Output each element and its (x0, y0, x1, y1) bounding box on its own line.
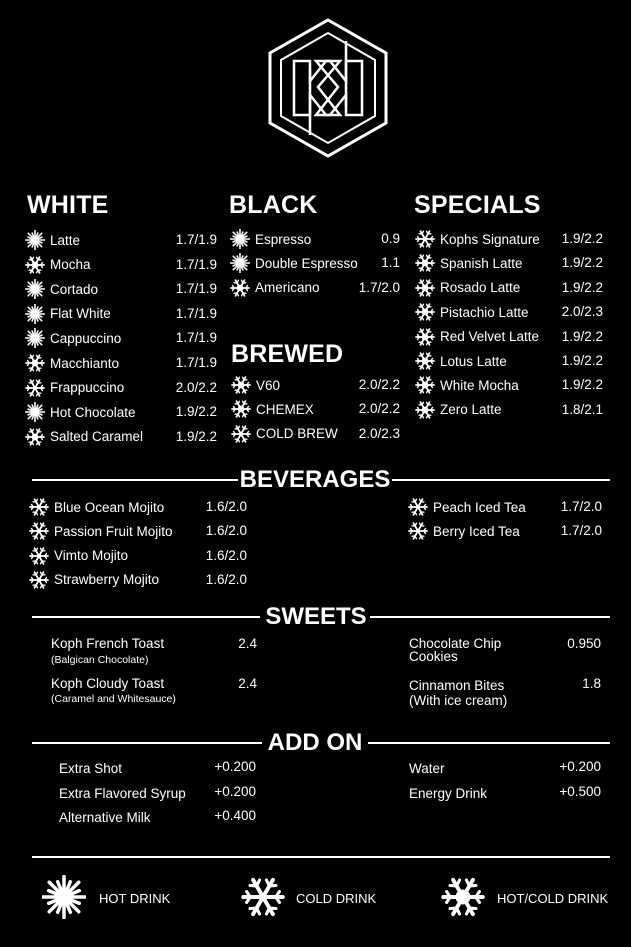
addon-name: Energy Drink (409, 786, 488, 801)
menu-item (415, 277, 520, 299)
hot-cold-drink-icon (415, 302, 435, 322)
menu-item-name: Double Espresso (255, 255, 358, 271)
sweet-subtitle: (Caramel and Whitesauce) (51, 693, 176, 705)
menu-item-name: Espresso (255, 231, 312, 247)
menu-item-price: 2.0/2.2 (175, 379, 217, 395)
cold-drink-icon (415, 229, 435, 249)
menu-item-price: 1.6/2.0 (205, 571, 247, 587)
sweet-price: 2.4 (238, 636, 257, 651)
legend-label-hot-cold: HOT/COLD DRINK (497, 891, 609, 906)
menu-item-name: Americano (255, 280, 320, 296)
hot-drink-icon (25, 230, 45, 250)
hot-drink-icon (42, 875, 86, 919)
menu-item-price: 2.0/2.2 (358, 401, 400, 417)
menu-item (231, 374, 280, 396)
sweet-name: Koph French Toast (51, 636, 165, 651)
menu-item-price: 1.7/1.9 (175, 256, 217, 272)
hot-drink-icon (25, 279, 45, 299)
cold-drink-icon (29, 546, 49, 566)
cold-drink-icon (241, 875, 285, 919)
menu-item (415, 301, 529, 323)
sweet-price: 2.4 (238, 676, 257, 691)
menu-item-name: Cortado (50, 281, 99, 297)
beverages-divider-left (32, 479, 238, 481)
menu-item-price: 1.9/2.2 (561, 328, 603, 344)
addon-price: +0.400 (214, 808, 256, 823)
menu-item-price: 1.1 (381, 255, 400, 271)
menu-item-price: 0.9 (381, 231, 400, 246)
section-title-brewed: BREWED (231, 340, 344, 368)
menu-item (29, 520, 173, 542)
hot-cold-drink-icon (25, 255, 45, 275)
menu-item-name: Mocha (50, 257, 91, 273)
kk-hexagon-logo-icon (266, 17, 390, 159)
menu-item-name: White Mocha (440, 377, 519, 393)
cold-drink-icon (25, 378, 45, 398)
addon-price: +0.200 (214, 759, 256, 774)
menu-item (415, 228, 540, 250)
menu-item (230, 228, 311, 250)
menu-item-price: 1.6/2.0 (205, 523, 247, 539)
hot-cold-drink-icon (415, 400, 435, 420)
sweet-name: Cinnamon Bites (409, 678, 505, 693)
menu-item (25, 327, 121, 349)
section-title-white: WHITE (27, 191, 109, 219)
hot-drink-icon (42, 875, 86, 919)
hot-cold-drink-icon (441, 875, 485, 919)
addon-price: +0.500 (559, 784, 601, 799)
menu-item (231, 423, 338, 445)
hot-cold-drink-icon (415, 375, 435, 395)
menu-item-price: 1.7/2.0 (358, 279, 400, 295)
hot-cold-drink-icon (230, 278, 250, 298)
menu-item-price: 1.7/1.9 (175, 305, 217, 321)
menu-item-name: Zero Latte (440, 402, 502, 418)
menu-item (25, 377, 124, 399)
menu-item-price: 2.0/2.3 (358, 425, 400, 441)
menu-item (230, 252, 358, 274)
menu-item-name: Vimto Mojito (54, 548, 129, 564)
hot-drink-icon (25, 328, 45, 348)
sweet-price: 0.950 (567, 636, 601, 651)
menu-item (230, 277, 320, 299)
menu-item-name: Macchianto (50, 355, 120, 371)
menu-item-name: V60 (256, 377, 281, 393)
menu-item-name: Red Velvet Latte (440, 329, 540, 345)
menu-item-name: Cappuccino (50, 330, 122, 346)
menu-item-price: 1.6/2.0 (205, 547, 247, 563)
menu-item-name: Lotus Latte (440, 353, 507, 369)
sweet-name: Koph Cloudy Toast (51, 676, 165, 691)
menu-item-name: Flat White (50, 306, 111, 322)
menu-item (415, 326, 539, 348)
hot-cold-drink-icon (415, 253, 435, 273)
menu-item-price: 1.7/1.9 (175, 330, 217, 346)
menu-item-name: Pistachio Latte (440, 304, 529, 320)
menu-item (25, 229, 80, 251)
addon-name: Extra Flavored Syrup (59, 786, 186, 801)
menu-item-price: 1.9/2.2 (561, 377, 603, 393)
sweet-name-line2: (With ice cream) (409, 693, 508, 708)
menu-item-price: 1.6/2.0 (205, 499, 247, 514)
menu-item (415, 399, 502, 421)
addon-price: +0.200 (559, 759, 601, 774)
cold-drink-icon (29, 570, 49, 590)
cold-drink-icon (241, 875, 285, 919)
menu-item-name: Passion Fruit Mojito (54, 523, 173, 539)
menu-item-price: 1.9/2.2 (175, 404, 217, 420)
menu-item-name: Latte (50, 232, 81, 248)
menu-item (408, 496, 526, 518)
hot-cold-drink-icon (25, 353, 45, 373)
menu-item-name: Strawberry Mojito (54, 572, 160, 588)
sweet-price: 1.8 (582, 676, 601, 691)
menu-item-price: 1.8/2.1 (561, 401, 603, 417)
menu-item (25, 278, 98, 300)
menu-item-price: 1.9/2.2 (561, 279, 603, 295)
menu-item-price: 1.9/2.2 (561, 231, 603, 246)
section-title-black: BLACK (229, 191, 318, 219)
menu-item (29, 496, 164, 518)
menu-item-name: Frappuccino (50, 380, 125, 396)
addon-price: +0.200 (214, 784, 256, 799)
menu-item (25, 303, 111, 325)
beverages-divider-right (392, 479, 610, 481)
menu-item (25, 426, 143, 448)
cold-drink-icon (29, 497, 49, 517)
hot-cold-drink-icon (231, 399, 251, 419)
sweets-divider-left (32, 616, 260, 618)
menu-item (415, 350, 507, 372)
addon-name: Extra Shot (59, 761, 123, 776)
menu-item-price: 2.0/2.3 (561, 304, 603, 320)
menu-item-name: Berry Iced Tea (433, 523, 520, 539)
hot-drink-icon (25, 402, 45, 422)
menu-item-name: CHEMEX (256, 401, 314, 417)
cold-drink-icon (408, 521, 428, 541)
cold-drink-icon (231, 424, 251, 444)
addon-divider-right (368, 742, 610, 744)
sweet-name-line2: Cookies (409, 649, 458, 664)
addon-name: Water (409, 761, 445, 776)
section-title-beverages: BEVERAGES (239, 466, 391, 493)
menu-item (29, 569, 159, 591)
sweet-name: Chocolate Chip (409, 636, 502, 651)
menu-item-name: Rosado Latte (440, 280, 521, 296)
hot-cold-drink-icon (415, 278, 435, 298)
menu-item-price: 1.7/1.9 (175, 232, 217, 247)
menu-item-price: 1.7/2.0 (560, 523, 602, 539)
cold-drink-icon (408, 497, 428, 517)
hot-cold-drink-icon (231, 375, 251, 395)
menu-item-price: 1.7/2.0 (560, 499, 602, 514)
hot-cold-drink-icon (415, 351, 435, 371)
menu-item-name: Kophs Signature (440, 231, 540, 247)
menu-item (25, 254, 91, 276)
menu-item-price: 1.7/1.9 (175, 281, 217, 297)
legend-label-cold: COLD DRINK (296, 891, 377, 906)
menu-item (25, 401, 136, 423)
addon-name: Alternative Milk (59, 810, 151, 825)
menu-item-name: Blue Ocean Mojito (54, 499, 165, 515)
menu-item-name: Hot Chocolate (50, 404, 136, 420)
section-title-specials: SPECIALS (414, 191, 541, 219)
menu-item (231, 398, 314, 420)
menu-item-price: 2.0/2.2 (358, 377, 400, 392)
menu-item (29, 545, 128, 567)
section-title-addon: ADD ON (267, 729, 363, 756)
menu-item-name: Peach Iced Tea (433, 499, 526, 515)
hot-drink-icon (230, 253, 250, 273)
legend-label-hot: HOT DRINK (99, 891, 171, 906)
menu-item-name: Spanish Latte (440, 255, 523, 271)
sweets-divider-right (370, 616, 610, 618)
hot-drink-icon (25, 304, 45, 324)
menu-item (415, 374, 519, 396)
addon-divider-left (32, 742, 262, 744)
menu-item (408, 520, 520, 542)
menu-item-name: Salted Caramel (50, 429, 144, 445)
hot-cold-drink-icon (415, 327, 435, 347)
sweet-subtitle: (Balgican Chocolate) (51, 654, 149, 666)
hot-cold-drink-icon (441, 875, 485, 919)
menu-item (25, 352, 119, 374)
section-title-sweets: SWEETS (265, 603, 367, 630)
cold-drink-icon (29, 521, 49, 541)
menu-item-name: COLD BREW (256, 426, 338, 442)
menu-item (415, 252, 523, 274)
menu-item-price: 1.9/2.2 (175, 428, 217, 444)
menu-item-price: 1.9/2.2 (561, 255, 603, 271)
menu-item-price: 1.9/2.2 (561, 353, 603, 368)
legend-divider (32, 856, 610, 858)
menu-item-price: 1.7/1.9 (175, 355, 217, 370)
hot-cold-drink-icon (25, 427, 45, 447)
hot-drink-icon (230, 229, 250, 249)
